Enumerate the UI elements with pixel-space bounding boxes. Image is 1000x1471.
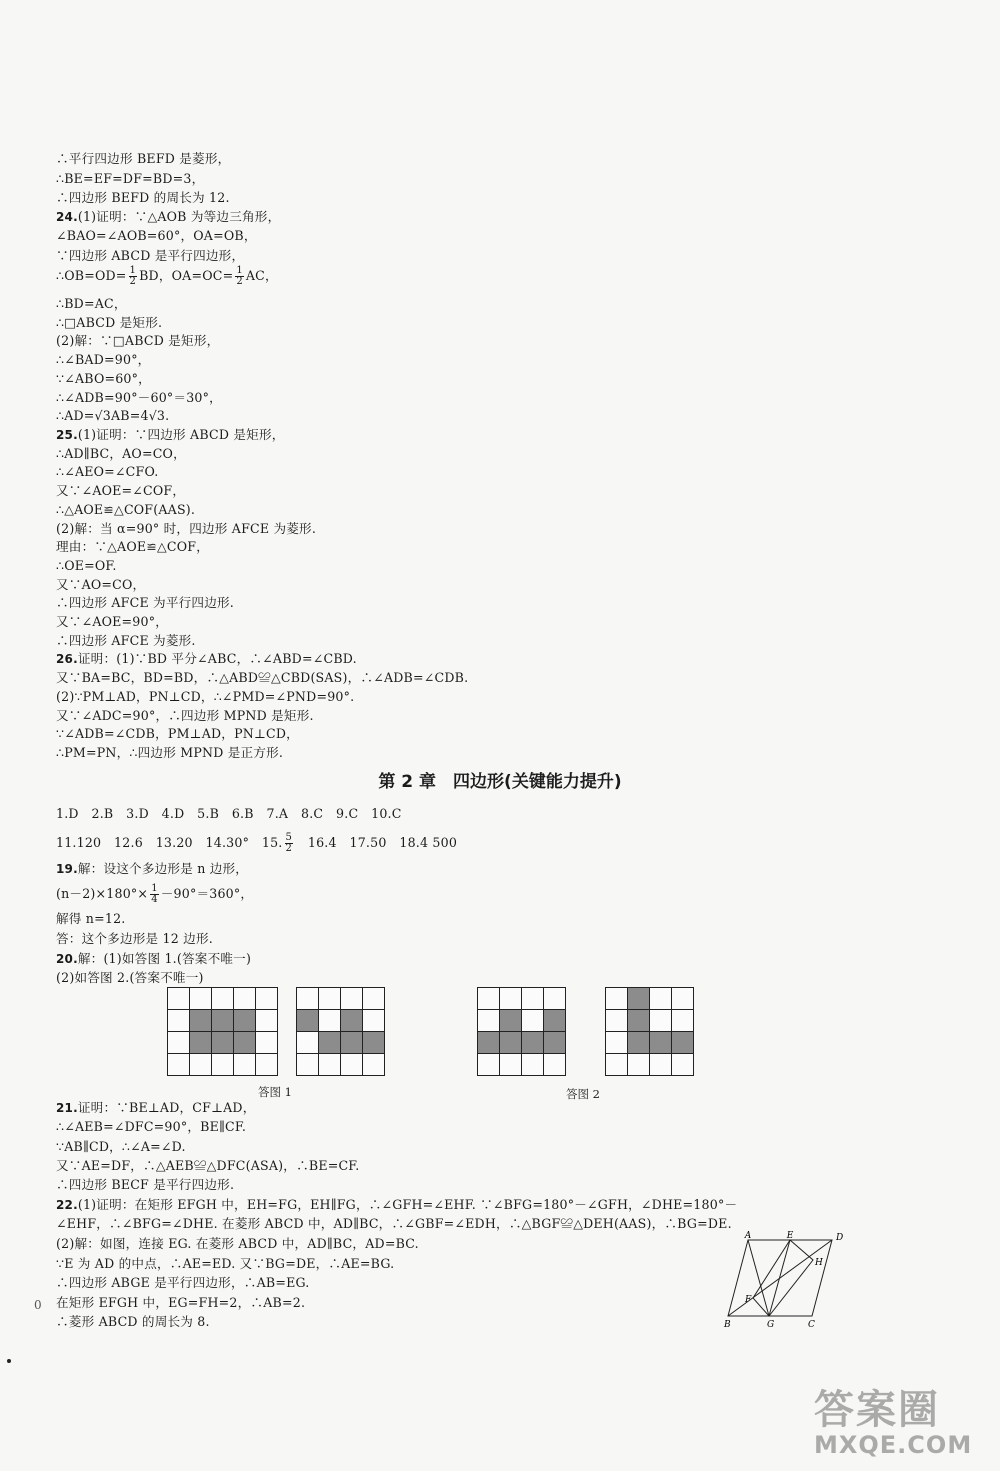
grid-cell bbox=[672, 988, 694, 1010]
line-text: ∴四边形 ABGE 是平行四边形，∴AB=EG. bbox=[56, 1275, 310, 1290]
grid-cell bbox=[319, 1054, 341, 1076]
grid-cell bbox=[650, 1054, 672, 1076]
answer-grid-1a bbox=[167, 987, 278, 1076]
line-text: ∴PM=PN，∴四边形 MPND 是正方形. bbox=[56, 745, 284, 760]
label-f: F bbox=[745, 1295, 752, 1305]
answer-grid-1b bbox=[296, 987, 385, 1076]
line-text: (1)证明：在矩形 EFGH 中，EH=FG，EH∥FG，∴∠GFH=∠EHF. ∵∠BFG=180°－∠GFH，∠DHE=180°－ bbox=[77, 1197, 738, 1212]
grid-cell-shaded bbox=[672, 1032, 694, 1054]
line-text: ∴菱形 ABCD 的周长为 8. bbox=[56, 1314, 210, 1329]
text-line bbox=[56, 669, 468, 687]
grid-cell bbox=[672, 1010, 694, 1032]
line-text: ∴平行四边形 BEFD 是菱形， bbox=[56, 151, 231, 166]
rhombus-figure bbox=[718, 1230, 848, 1328]
grid-cell bbox=[212, 988, 234, 1010]
chapter-title: 第 2 章 四边形(关键能力提升) bbox=[378, 772, 622, 792]
grid-cell bbox=[478, 988, 500, 1010]
text-line bbox=[56, 295, 127, 313]
fraction: $\frac{1}{2}$ bbox=[236, 265, 243, 287]
answers-row-2: 11.120 12.6 13.20 14.30° 15. $\frac{5}{2}$ 16.4 17.50 18.4 500 bbox=[56, 832, 458, 854]
grid-cell-shaded bbox=[297, 1010, 319, 1032]
watermark bbox=[814, 1378, 972, 1459]
text-line bbox=[56, 632, 196, 650]
label-g: G bbox=[767, 1320, 775, 1328]
question-number: 21. bbox=[56, 1101, 78, 1115]
line-text: (1)证明：∵四边形 ABCD 是矩形， bbox=[77, 427, 285, 442]
text-line bbox=[56, 1099, 256, 1117]
grid-cell bbox=[363, 1054, 385, 1076]
fraction: $\frac{1}{4}$ bbox=[151, 883, 158, 905]
line-text: (1)证明：∵△AOB 为等边三角形， bbox=[77, 209, 281, 224]
text-line bbox=[56, 576, 145, 594]
line-text: ∴BD=AC， bbox=[56, 296, 127, 311]
line-text: ∴∠BAD=90°， bbox=[56, 352, 151, 367]
grid-cell bbox=[234, 988, 256, 1010]
text-line bbox=[56, 1235, 419, 1253]
grid-cell bbox=[190, 988, 212, 1010]
grid-cell-shaded bbox=[544, 1032, 566, 1054]
q19-line-4: 答：这个多边形是 12 边形. bbox=[56, 931, 213, 946]
q19-line-2: (n－2)×180°× $\frac{1}{4}$ －90°＝360°， bbox=[56, 883, 254, 905]
caption-figure-1: 答图 1 bbox=[258, 1085, 292, 1099]
label-c: C bbox=[808, 1320, 815, 1328]
text-line bbox=[56, 1138, 186, 1156]
grid-cell bbox=[500, 988, 522, 1010]
label-a: A bbox=[744, 1231, 752, 1241]
line-text: ∴OE=OF. bbox=[56, 558, 117, 573]
grid-cell bbox=[168, 1010, 190, 1032]
grid-cell bbox=[168, 1032, 190, 1054]
text-line bbox=[56, 389, 222, 407]
text-line bbox=[56, 370, 151, 388]
text-line bbox=[56, 150, 230, 168]
line-text: 又∵BA=BC，BD=BD，∴△ABD≌△CBD(SAS)，∴∠ADB=∠CDB. bbox=[56, 670, 469, 685]
watermark-url: MXQE.COM bbox=[814, 1431, 973, 1459]
grid-cell-shaded bbox=[190, 1032, 212, 1054]
frac-line-post: AC， bbox=[245, 268, 278, 283]
fraction: $\frac{1}{2}$ bbox=[129, 265, 137, 287]
grid-cell bbox=[341, 988, 363, 1010]
text-line bbox=[56, 538, 209, 556]
line-text: ∴∠ADB=90°－60°＝30°， bbox=[56, 390, 222, 405]
line-text: ∴∠AEO=∠CFO. bbox=[56, 464, 159, 479]
label-h: H bbox=[815, 1258, 823, 1268]
text-line bbox=[56, 1274, 309, 1292]
text-line bbox=[56, 688, 354, 706]
grid-cell bbox=[212, 1054, 234, 1076]
text-line bbox=[56, 426, 285, 444]
grid-cell-shaded bbox=[628, 1032, 650, 1054]
page-dot bbox=[7, 1359, 11, 1363]
grid-cell-shaded bbox=[341, 1010, 363, 1032]
line-text: 理由：∵△AOE≌△COF， bbox=[56, 539, 210, 554]
grid-cell bbox=[478, 1010, 500, 1032]
grid-cell-shaded bbox=[650, 1032, 672, 1054]
grid-cell-shaded bbox=[341, 1032, 363, 1054]
text-line bbox=[56, 707, 314, 725]
line-text: 又∵∠ADC=90°，∴四边形 MPND 是矩形. bbox=[56, 708, 314, 723]
grid-cell bbox=[256, 1010, 278, 1032]
line-text: ∴四边形 BEFD 的周长为 12. bbox=[56, 190, 230, 205]
text-line bbox=[56, 170, 204, 188]
text-line bbox=[56, 247, 244, 265]
grid-cell bbox=[650, 988, 672, 1010]
frac-line bbox=[56, 266, 278, 287]
grid-cell bbox=[256, 1054, 278, 1076]
grid-cell-shaded bbox=[212, 1032, 234, 1054]
grid-cell bbox=[256, 1032, 278, 1054]
text-line bbox=[56, 1215, 732, 1233]
grid-cell bbox=[628, 1054, 650, 1076]
grid-cell-shaded bbox=[234, 1032, 256, 1054]
caption-figure-2: 答图 2 bbox=[566, 1087, 600, 1101]
text-line bbox=[56, 501, 195, 519]
text-line bbox=[56, 594, 234, 612]
line-text: 证明：(1)∵BD 平分∠ABC，∴∠ABD=∠CBD. bbox=[77, 651, 357, 666]
line-text: 在矩形 EFGH 中，EG=FH=2，∴AB=2. bbox=[56, 1295, 306, 1310]
grid-cell-shaded bbox=[500, 1032, 522, 1054]
q20-line-2: (2)如答图 2.(答案不唯一) bbox=[56, 970, 204, 985]
grid-cell bbox=[319, 988, 341, 1010]
line-text: ∴∠AEB=∠DFC=90°，BE∥CF. bbox=[56, 1119, 247, 1134]
text-line bbox=[56, 482, 185, 500]
line-text: ∴AD∥BC，AO=CO， bbox=[56, 446, 186, 461]
label-e: E bbox=[786, 1231, 794, 1241]
margin-mark: 0 bbox=[34, 1298, 42, 1312]
grid-cell bbox=[297, 1054, 319, 1076]
grid-cell bbox=[168, 1054, 190, 1076]
answer-grid-2a bbox=[477, 987, 566, 1076]
line-text: ∴四边形 BECF 是平行四边形. bbox=[56, 1177, 235, 1192]
text-line bbox=[56, 1118, 246, 1136]
line-text: (2)∵PM⊥AD，PN⊥CD，∴∠PMD=∠PND=90°. bbox=[56, 689, 355, 704]
line-text: ∵AB∥CD，∴∠A=∠D. bbox=[56, 1139, 186, 1154]
text-line bbox=[56, 650, 357, 668]
text-line bbox=[56, 314, 162, 332]
grid-cell bbox=[522, 1010, 544, 1032]
grid-cell-shaded bbox=[234, 1010, 256, 1032]
grid-cell bbox=[319, 1010, 341, 1032]
grid-cell bbox=[672, 1054, 694, 1076]
text-line bbox=[56, 189, 230, 207]
line-text: 又∵∠AOE=90°， bbox=[56, 614, 169, 629]
grid-cell bbox=[190, 1054, 212, 1076]
text-line bbox=[56, 725, 299, 743]
label-d: D bbox=[836, 1233, 844, 1243]
grid-cell bbox=[522, 1054, 544, 1076]
text-line bbox=[56, 227, 257, 245]
text-line bbox=[56, 520, 316, 538]
text-line bbox=[56, 1196, 737, 1214]
grid-cell bbox=[478, 1054, 500, 1076]
text-line bbox=[56, 1255, 394, 1273]
grid-cell bbox=[500, 1054, 522, 1076]
line-text: ∵四边形 ABCD 是平行四边形， bbox=[56, 248, 245, 263]
grid-cell bbox=[256, 988, 278, 1010]
grid-cell bbox=[606, 1054, 628, 1076]
grid-cell-shaded bbox=[522, 1032, 544, 1054]
text-line bbox=[56, 463, 158, 481]
grid-cell bbox=[522, 988, 544, 1010]
answer-grid-2b bbox=[605, 987, 694, 1076]
grid-cell bbox=[650, 1010, 672, 1032]
q19-line-1: 19.解：设这个多边形是 n 边形， bbox=[56, 861, 249, 876]
line-text: 证明：∵BE⊥AD，CF⊥AD， bbox=[77, 1100, 256, 1115]
grid-cell bbox=[297, 988, 319, 1010]
line-text: ∠EHF，∴∠BFG=∠DHE. 在菱形 ABCD 中，AD∥BC，∴∠GBF=∠EDH，∴△BGF≌△DEH(AAS)，∴BG=DE. bbox=[56, 1216, 732, 1231]
grid-cell-shaded bbox=[500, 1010, 522, 1032]
grid-cell bbox=[234, 1054, 256, 1076]
watermark-logo: 答案圈 bbox=[814, 1387, 940, 1433]
text-line bbox=[56, 332, 219, 350]
line-text: ∠BAO=∠AOB=60°，OA=OB， bbox=[56, 228, 257, 243]
fraction: $\frac{5}{2}$ bbox=[285, 832, 293, 854]
grid-cell-shaded bbox=[212, 1010, 234, 1032]
grid-cell bbox=[168, 988, 190, 1010]
line-text: (2)解：当 α=90° 时，四边形 AFCE 为菱形. bbox=[56, 521, 317, 536]
question-number: 24. bbox=[56, 210, 78, 224]
text-line bbox=[56, 557, 117, 575]
text-line bbox=[56, 407, 169, 425]
line-text: ∴BE=EF=DF=BD=3， bbox=[56, 171, 205, 186]
line-text: ∴四边形 AFCE 为平行四边形. bbox=[56, 595, 235, 610]
grid-cell bbox=[544, 1054, 566, 1076]
grid-cell bbox=[544, 988, 566, 1010]
text-line bbox=[56, 445, 186, 463]
q19-line-3: 解得 n=12. bbox=[56, 911, 126, 926]
text-line bbox=[56, 1157, 359, 1175]
line-text: ∴△AOE≌△COF(AAS). bbox=[56, 502, 196, 517]
line-text: ∴□ABCD 是矩形. bbox=[56, 315, 163, 330]
text-line bbox=[56, 208, 280, 226]
label-b: B bbox=[724, 1320, 731, 1328]
text-line bbox=[56, 1176, 234, 1194]
grid-cell bbox=[363, 988, 385, 1010]
line-text: 又∵∠AOE=∠COF， bbox=[56, 483, 186, 498]
grid-cell-shaded bbox=[628, 988, 650, 1010]
text-line bbox=[56, 1313, 210, 1331]
answers-row-1: 1.D 2.B 3.D 4.D 5.B 6.B 7.A 8.C 9.C 10.C bbox=[56, 806, 402, 821]
grid-cell-shaded bbox=[363, 1032, 385, 1054]
grid-cell bbox=[297, 1032, 319, 1054]
line-text: 又∵AO=CO， bbox=[56, 577, 146, 592]
line-text: ∵E 为 AD 的中点，∴AE=ED. 又∵BG=DE，∴AE=BG. bbox=[56, 1256, 395, 1271]
text-line bbox=[56, 744, 283, 762]
grid-cell bbox=[606, 1032, 628, 1054]
line-text: ∵∠ABO=60°， bbox=[56, 371, 151, 386]
grid-cell bbox=[363, 1010, 385, 1032]
text-line bbox=[56, 351, 150, 369]
q20-line-1: 20.解：(1)如答图 1.(答案不唯一) bbox=[56, 951, 252, 966]
line-text: ∵∠ADB=∠CDB，PM⊥AD，PN⊥CD， bbox=[56, 726, 299, 741]
grid-cell bbox=[341, 1054, 363, 1076]
grid-cell-shaded bbox=[190, 1010, 212, 1032]
grid-cell-shaded bbox=[478, 1032, 500, 1054]
question-number: 22. bbox=[56, 1198, 78, 1212]
grid-cell bbox=[606, 1010, 628, 1032]
line-text: 又∵AE=DF，∴△AEB≌△DFC(ASA)，∴BE=CF. bbox=[56, 1158, 360, 1173]
question-number: 26. bbox=[56, 652, 78, 666]
text-line bbox=[56, 1294, 305, 1312]
grid-cell-shaded bbox=[544, 1010, 566, 1032]
frac-line-mid: BD，OA=OC= bbox=[139, 268, 234, 283]
frac-line-pre: ∴OB=OD= bbox=[56, 268, 127, 283]
grid-cell-shaded bbox=[319, 1032, 341, 1054]
line-text: ∴AD=√3AB=4√3. bbox=[56, 408, 170, 423]
grid-cell-shaded bbox=[628, 1010, 650, 1032]
line-text: (2)解：如图，连接 EG. 在菱形 ABCD 中，AD∥BC，AD=BC. bbox=[56, 1236, 419, 1251]
line-text: (2)解：∵□ABCD 是矩形， bbox=[56, 333, 220, 348]
grid-cell bbox=[606, 988, 628, 1010]
line-text: ∴四边形 AFCE 为菱形. bbox=[56, 633, 196, 648]
question-number: 25. bbox=[56, 428, 78, 442]
text-line bbox=[56, 613, 168, 631]
